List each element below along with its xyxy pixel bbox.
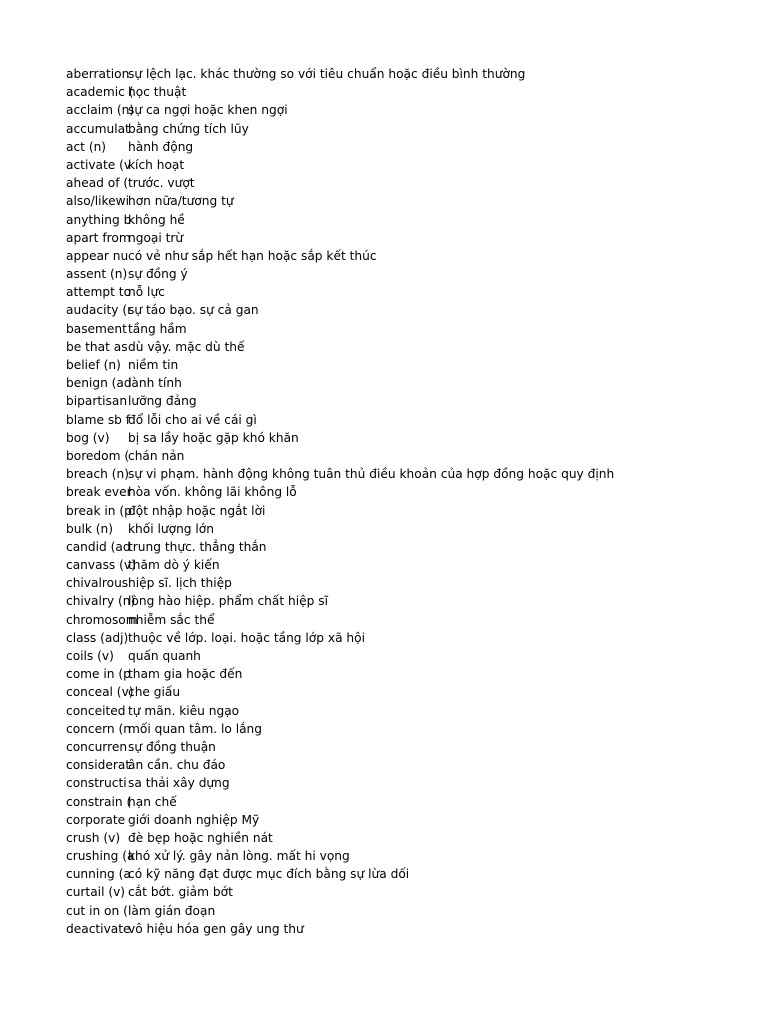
vocabulary-definition: lưỡng đảng	[128, 394, 197, 409]
vocabulary-row	[66, 611, 746, 629]
vocabulary-row	[66, 247, 746, 265]
vocabulary-definition: niềm tin	[128, 358, 179, 372]
vocabulary-definition: nhiễm sắc thể	[128, 612, 215, 627]
vocabulary-term: deactivate	[66, 921, 131, 936]
vocabulary-row	[66, 283, 746, 301]
vocabulary-term: breach (n)	[66, 467, 129, 482]
vocabulary-row	[66, 301, 746, 319]
vocabulary-definition: hành động	[128, 139, 194, 154]
vocabulary-row	[66, 665, 746, 683]
vocabulary-row	[66, 756, 746, 774]
vocabulary-definition: lành tính	[128, 376, 182, 391]
vocabulary-row	[66, 702, 746, 720]
vocabulary-term: coils (v)	[66, 649, 114, 663]
vocabulary-definition: bằng chứng tích lũy	[128, 121, 249, 136]
vocabulary-definition: thăm dò ý kiến	[128, 558, 220, 573]
vocabulary-definition: lòng hào hiệp. phẩm chất hiệp sĩ	[128, 594, 328, 609]
vocabulary-list	[66, 65, 746, 938]
vocabulary-definition: hòa vốn. không lãi không lỗ	[128, 485, 297, 500]
vocabulary-term: bog (v)	[66, 430, 110, 445]
vocabulary-definition: đột nhập hoặc ngắt lời	[128, 503, 266, 518]
vocabulary-row	[66, 502, 746, 520]
vocabulary-row	[66, 156, 746, 174]
vocabulary-definition: giới doanh nghiệp Mỹ	[128, 812, 260, 827]
vocabulary-term: basement	[66, 321, 127, 336]
vocabulary-term: crushing (a	[66, 849, 135, 864]
vocabulary-row	[66, 483, 746, 501]
vocabulary-definition: hạn chế	[128, 794, 177, 809]
vocabulary-row	[66, 738, 746, 756]
vocabulary-row	[66, 865, 746, 883]
vocabulary-term: curtail (v)	[66, 885, 126, 900]
vocabulary-term: academic (	[66, 85, 134, 100]
vocabulary-definition: khối lượng lớn	[128, 521, 214, 536]
vocabulary-definition: ngoại trừ	[128, 230, 184, 245]
vocabulary-row	[66, 920, 746, 938]
vocabulary-definition: sa thải xây dựng	[128, 776, 230, 791]
vocabulary-definition: thuộc về lớp. loại. hoặc tầng lớp xã hội	[128, 630, 365, 645]
vocabulary-row	[66, 338, 746, 356]
vocabulary-term: bulk (n)	[66, 521, 114, 536]
vocabulary-row	[66, 683, 746, 701]
vocabulary-row	[66, 811, 746, 829]
vocabulary-row	[66, 374, 746, 392]
vocabulary-term: conceited	[66, 703, 126, 718]
vocabulary-definition: hiệp sĩ. lịch thiệp	[128, 576, 232, 591]
vocabulary-row	[66, 720, 746, 738]
vocabulary-term: act (n)	[66, 139, 107, 154]
vocabulary-term: benign (ad	[66, 376, 132, 391]
vocabulary-term: considerat	[66, 758, 131, 773]
vocabulary-definition: nỗ lực	[128, 285, 165, 300]
vocabulary-definition: sự đồng thuận	[128, 739, 216, 754]
vocabulary-term: be that as	[66, 339, 128, 354]
vocabulary-term: chromosom	[66, 612, 138, 627]
vocabulary-term: belief (n)	[66, 358, 121, 372]
vocabulary-definition: trung thực. thẳng thắn	[128, 539, 267, 554]
vocabulary-definition: tự mãn. kiêu ngạo	[128, 703, 240, 718]
vocabulary-row	[66, 138, 746, 156]
vocabulary-term: concurren	[66, 739, 128, 754]
vocabulary-row	[66, 647, 746, 665]
vocabulary-row	[66, 356, 746, 374]
vocabulary-row	[66, 429, 746, 447]
vocabulary-term: come in (p	[66, 667, 131, 682]
vocabulary-row	[66, 229, 746, 247]
vocabulary-definition: khó xử lý. gây nản lòng. mất hi vọng	[128, 849, 350, 864]
vocabulary-definition: đè bẹp hoặc nghiền nát	[128, 830, 273, 845]
vocabulary-row	[66, 174, 746, 192]
vocabulary-definition: có kỹ năng đạt được mục đích bằng sự lừa dối	[128, 867, 410, 882]
vocabulary-definition: không hề	[128, 212, 185, 227]
vocabulary-term: appear nu	[66, 248, 129, 263]
vocabulary-row	[66, 83, 746, 101]
vocabulary-definition: có vẻ như sắp hết hạn hoặc sắp kết thúc	[128, 248, 377, 263]
vocabulary-row	[66, 120, 746, 138]
vocabulary-definition: tầng hầm	[128, 321, 187, 336]
vocabulary-term: chivalrous	[66, 576, 129, 591]
vocabulary-definition: che giấu	[128, 685, 181, 700]
vocabulary-term: concern (n	[66, 721, 131, 736]
vocabulary-row	[66, 592, 746, 610]
vocabulary-row	[66, 574, 746, 592]
vocabulary-definition: dù vậy. mặc dù thế	[128, 339, 245, 354]
vocabulary-definition: sự táo bạo. sự cả gan	[128, 303, 259, 318]
vocabulary-definition: sự đồng ý	[128, 267, 188, 282]
vocabulary-definition: sự vi phạm. hành động không tuân thủ điều khoản của hợp đồng hoặc quy định	[128, 467, 615, 482]
vocabulary-term: constrain (	[66, 794, 132, 809]
vocabulary-term: aberration	[66, 67, 130, 81]
vocabulary-row	[66, 392, 746, 410]
vocabulary-term: activate (v	[66, 157, 132, 172]
vocabulary-term: canvass (v)	[66, 558, 136, 573]
vocabulary-term: assent (n)	[66, 267, 128, 282]
vocabulary-term: candid (ad	[66, 539, 131, 554]
vocabulary-term: corporate	[66, 812, 126, 827]
vocabulary-row	[66, 629, 746, 647]
vocabulary-definition: vô hiệu hóa gen gây ung thư	[128, 921, 304, 936]
vocabulary-definition: sự ca ngợi hoặc khen ngợi	[128, 103, 288, 118]
vocabulary-term: apart from	[66, 230, 131, 245]
vocabulary-definition: sự lệch lạc. khác thường so với tiêu chuẩn hoặc điều bình thường	[128, 67, 526, 81]
vocabulary-term: ahead of (	[66, 176, 129, 191]
vocabulary-definition: bị sa lầy hoặc gặp khó khăn	[128, 430, 299, 445]
vocabulary-term: cunning (a	[66, 867, 131, 882]
vocabulary-row	[66, 101, 746, 119]
vocabulary-term: audacity (r	[66, 303, 133, 318]
vocabulary-definition: hơn nữa/tương tự	[128, 194, 234, 209]
vocabulary-term: break ever	[66, 485, 132, 500]
vocabulary-definition: ân cần. chu đáo	[128, 758, 226, 773]
vocabulary-term: chivalry (n)	[66, 594, 136, 609]
vocabulary-definition: trước. vượt	[128, 176, 195, 191]
vocabulary-definition: cắt bớt. giảm bớt	[128, 885, 233, 900]
vocabulary-term: bipartisan	[66, 394, 128, 409]
vocabulary-term: class (adj)	[66, 630, 129, 645]
vocabulary-term: conceal (v)	[66, 685, 134, 700]
vocabulary-row	[66, 211, 746, 229]
vocabulary-term: constructi	[66, 776, 127, 791]
vocabulary-term: also/likewi	[66, 194, 130, 209]
vocabulary-definition: đổ lỗi cho ai về cái gì	[128, 412, 257, 427]
vocabulary-row	[66, 538, 746, 556]
vocabulary-term: attempt to	[66, 285, 132, 300]
vocabulary-term: blame sb f	[66, 412, 131, 427]
vocabulary-term: boredom (	[66, 448, 130, 463]
vocabulary-row	[66, 65, 746, 83]
vocabulary-definition: mối quan tâm. lo lắng	[128, 721, 263, 736]
vocabulary-row	[66, 883, 746, 901]
vocabulary-term: anything b	[66, 212, 132, 227]
vocabulary-row	[66, 520, 746, 538]
vocabulary-term: cut in on (	[66, 903, 128, 918]
vocabulary-definition: làm gián đoạn	[128, 903, 216, 918]
vocabulary-row	[66, 192, 746, 210]
vocabulary-term: accumulat	[66, 121, 130, 136]
vocabulary-row	[66, 829, 746, 847]
vocabulary-row	[66, 465, 746, 483]
vocabulary-term: break in (p	[66, 503, 132, 518]
vocabulary-definition: tham gia hoặc đến	[128, 667, 243, 682]
vocabulary-row	[66, 793, 746, 811]
vocabulary-row	[66, 774, 746, 792]
vocabulary-term: crush (v)	[66, 830, 121, 845]
vocabulary-row	[66, 556, 746, 574]
vocabulary-definition: học thuật	[128, 85, 187, 100]
vocabulary-definition: chán nản	[128, 448, 185, 463]
vocabulary-row	[66, 320, 746, 338]
vocabulary-definition: quấn quanh	[128, 649, 201, 663]
vocabulary-row	[66, 447, 746, 465]
vocabulary-term: acclaim (n)	[66, 103, 135, 118]
vocabulary-row	[66, 847, 746, 865]
vocabulary-row	[66, 411, 746, 429]
vocabulary-definition: kích hoạt	[128, 157, 185, 172]
vocabulary-row	[66, 265, 746, 283]
vocabulary-row	[66, 902, 746, 920]
